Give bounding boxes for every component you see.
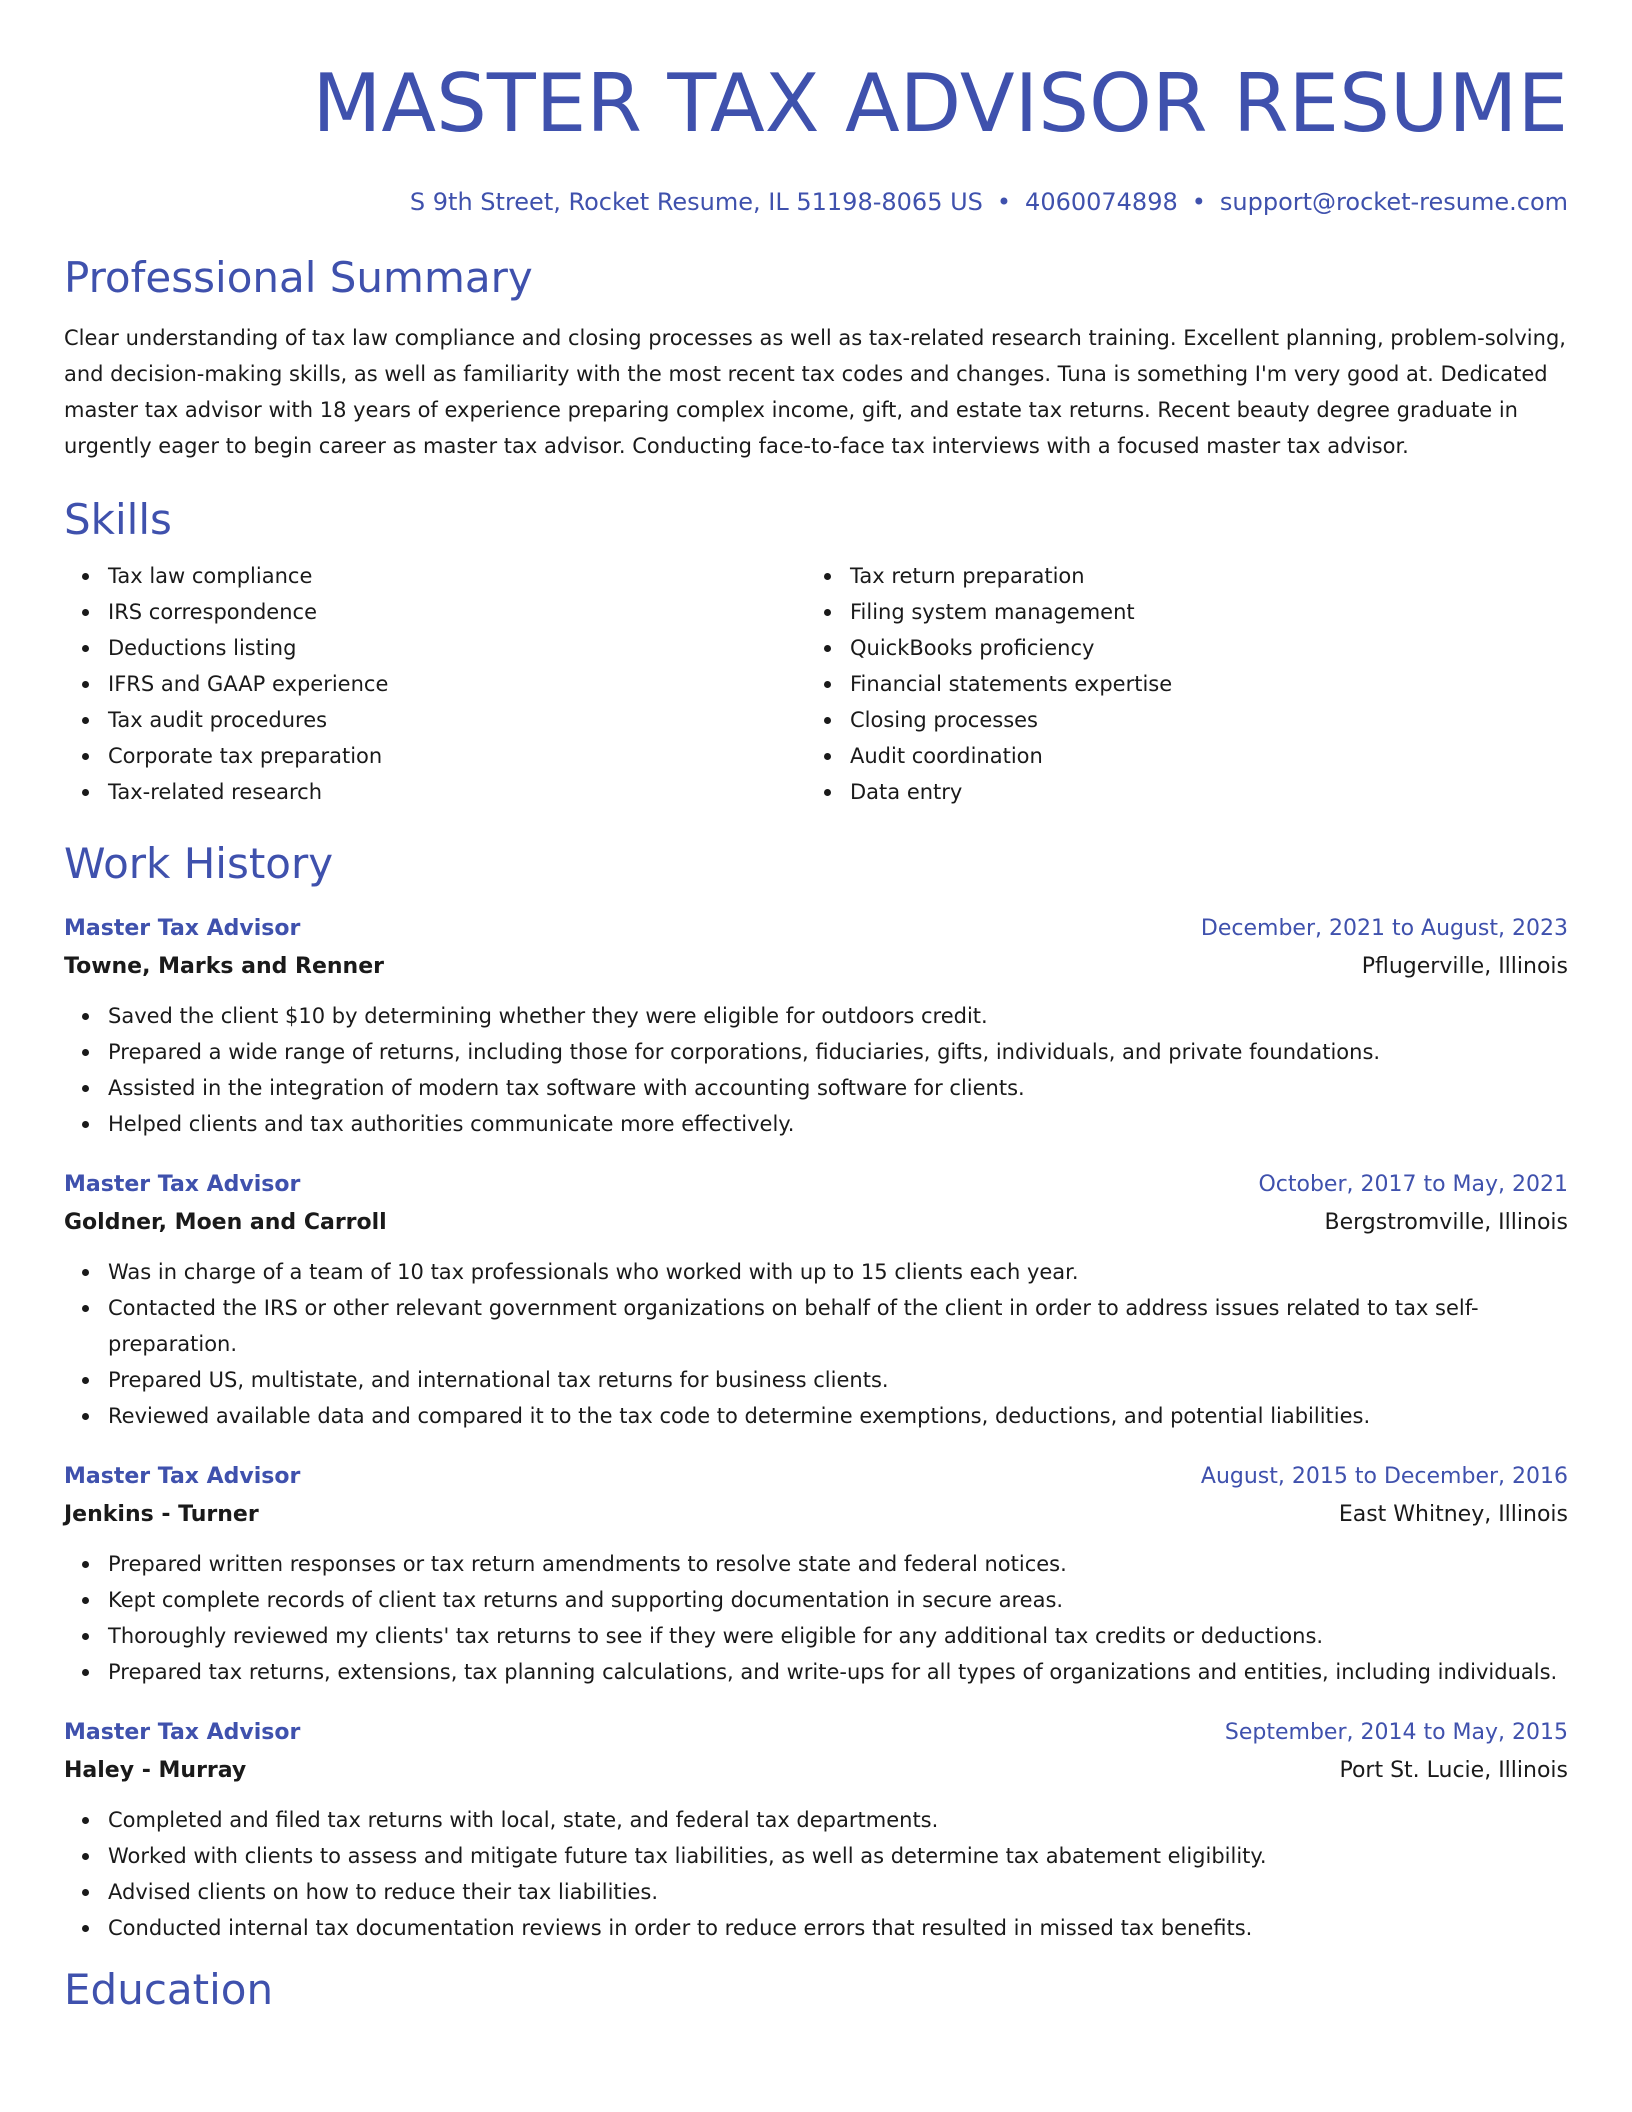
job-duties	[64, 1546, 1568, 1690]
job-title-row	[64, 1458, 1568, 1496]
skills-heading: Skills	[64, 495, 172, 544]
skill-item: Filing system management	[850, 594, 1548, 630]
job-company: Jenkins - Turner	[64, 1502, 259, 1527]
job-dates: October, 2017 to May, 2021	[1258, 1172, 1568, 1197]
job-duties	[64, 1254, 1568, 1434]
job-location: Pflugerville, Illinois	[1361, 954, 1568, 979]
job-company: Towne, Marks and Renner	[64, 954, 384, 979]
skills-column-right	[806, 558, 1548, 810]
contact-separator: •	[1191, 188, 1206, 216]
skill-item: IFRS and GAAP experience	[108, 666, 806, 702]
job-title: Master Tax Advisor	[64, 1464, 301, 1489]
job-company-row	[64, 1496, 1568, 1534]
contact-line	[64, 186, 1568, 218]
job-duty: Was in charge of a team of 10 tax professionals who worked with up to 15 clients each year.	[108, 1254, 1568, 1290]
work-history-heading: Work History	[64, 839, 334, 888]
job-entry	[64, 1714, 1568, 1946]
skill-item: Audit coordination	[850, 738, 1548, 774]
job-duty: Reviewed available data and compared it to the tax code to determine exemptions, deductions, and potential liabilities.	[108, 1398, 1568, 1434]
job-title-row	[64, 1166, 1568, 1204]
skills-column-left	[64, 558, 806, 810]
job-entry	[64, 910, 1568, 1142]
job-title-row	[64, 910, 1568, 948]
job-company-row	[64, 1752, 1568, 1790]
job-location: Port St. Lucie, Illinois	[1339, 1758, 1568, 1783]
contact-address: S 9th Street, Rocket Resume, IL 51198-8065 US	[409, 188, 983, 216]
job-title: Master Tax Advisor	[64, 916, 301, 941]
job-title: Master Tax Advisor	[64, 1720, 301, 1745]
contact-phone: 4060074898	[1025, 188, 1178, 216]
job-duty: Thoroughly reviewed my clients' tax returns to see if they were eligible for any additional tax credits or deductions.	[108, 1618, 1568, 1654]
job-duty: Contacted the IRS or other relevant government organizations on behalf of the client in order to address issues related to tax self-preparation.	[108, 1290, 1568, 1362]
job-entry	[64, 1166, 1568, 1434]
job-company-row	[64, 948, 1568, 986]
skill-item: QuickBooks proficiency	[850, 630, 1548, 666]
job-duty: Prepared US, multistate, and international tax returns for business clients.	[108, 1362, 1568, 1398]
job-duty: Conducted internal tax documentation reviews in order to reduce errors that resulted in missed tax benefits.	[108, 1910, 1568, 1946]
job-entry	[64, 1458, 1568, 1690]
job-dates: September, 2014 to May, 2015	[1224, 1720, 1568, 1745]
job-duties	[64, 998, 1568, 1142]
skill-item: Corporate tax preparation	[108, 738, 806, 774]
skills-list	[64, 558, 1568, 810]
summary-heading: Professional Summary	[64, 253, 533, 302]
job-dates: December, 2021 to August, 2023	[1200, 916, 1568, 941]
job-duty: Kept complete records of client tax returns and supporting documentation in secure areas.	[108, 1582, 1568, 1618]
contact-email: support@rocket-resume.com	[1219, 188, 1568, 216]
education-heading: Education	[64, 1965, 274, 2014]
job-duty: Prepared written responses or tax return amendments to resolve state and federal notices.	[108, 1546, 1568, 1582]
job-duty: Prepared a wide range of returns, including those for corporations, fiduciaries, gifts, individuals, and private foundations.	[108, 1034, 1568, 1070]
skill-item: IRS correspondence	[108, 594, 806, 630]
job-duty: Assisted in the integration of modern tax software with accounting software for clients.	[108, 1070, 1568, 1106]
contact-separator: •	[996, 188, 1012, 216]
job-duty: Worked with clients to assess and mitigate future tax liabilities, as well as determine tax abatement eligibility.	[108, 1838, 1568, 1874]
job-duties	[64, 1802, 1568, 1946]
job-company-row	[64, 1204, 1568, 1242]
job-duty: Completed and filed tax returns with local, state, and federal tax departments.	[108, 1802, 1568, 1838]
skill-item: Deductions listing	[108, 630, 806, 666]
job-location: Bergstromville, Illinois	[1324, 1210, 1568, 1235]
skill-item: Tax law compliance	[108, 558, 806, 594]
job-location: East Whitney, Illinois	[1338, 1502, 1568, 1527]
job-dates: August, 2015 to December, 2016	[1200, 1464, 1568, 1489]
job-duty: Helped clients and tax authorities communicate more effectively.	[108, 1106, 1568, 1142]
job-company: Goldner, Moen and Carroll	[64, 1210, 387, 1235]
skill-item: Tax-related research	[108, 774, 806, 810]
skill-item: Tax return preparation	[850, 558, 1548, 594]
skill-item: Data entry	[850, 774, 1548, 810]
job-title: Master Tax Advisor	[64, 1172, 301, 1197]
work-history-list	[64, 910, 1568, 1946]
skill-item: Tax audit procedures	[108, 702, 806, 738]
job-company: Haley - Murray	[64, 1758, 247, 1783]
skill-item: Financial statements expertise	[850, 666, 1548, 702]
job-duty: Prepared tax returns, extensions, tax planning calculations, and write-ups for all types of organizations and entities, including individuals.	[108, 1654, 1568, 1690]
summary-text: Clear understanding of tax law compliance and closing processes as well as tax-related research training. Excellent planning, problem-solving, and decision-making skills, as well as familiarity with the most recent tax codes and changes. Tuna is something I'm very good at. Dedicated master tax advisor with 18 years of experience preparing complex income, gift, and estate tax returns. Recent beauty degree graduate in urgently eager to begin career as master tax advisor. Conducting face-to-face tax interviews with a focused master tax advisor.	[64, 326, 1566, 458]
job-duty: Saved the client $10 by determining whether they were eligible for outdoors credit.	[108, 998, 1568, 1034]
resume-page	[64, 0, 1568, 2016]
skill-item: Closing processes	[850, 702, 1548, 738]
resume-title: MASTER TAX ADVISOR RESUME	[312, 57, 1568, 150]
job-duty: Advised clients on how to reduce their tax liabilities.	[108, 1874, 1568, 1910]
job-title-row	[64, 1714, 1568, 1752]
